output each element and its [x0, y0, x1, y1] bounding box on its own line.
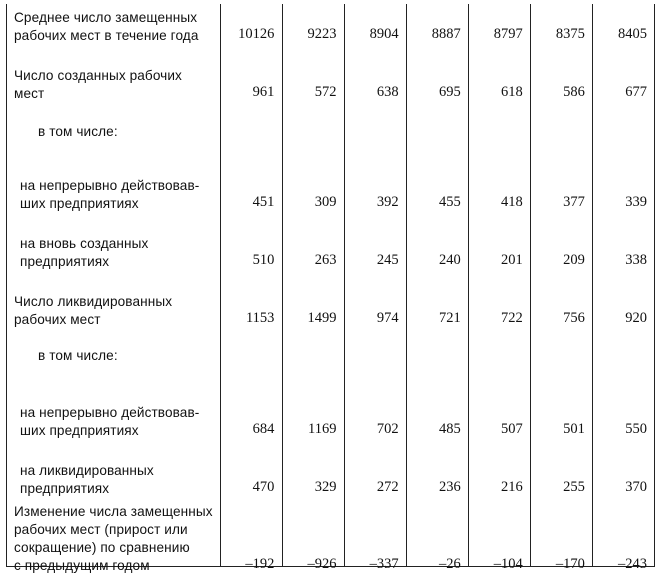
cell-value: –337: [369, 556, 399, 572]
cell-value: 920: [625, 310, 647, 326]
cell-value: 8797: [493, 26, 523, 42]
cell-value: 455: [438, 194, 461, 210]
cell-value: 8887: [431, 26, 461, 42]
table-row: [6, 498, 655, 575]
cell-value: 8405: [618, 26, 647, 42]
table-row: [6, 271, 655, 329]
cell-value: 485: [438, 421, 461, 437]
row-label: Среднее число замещенных рабочих мест в течение года: [14, 10, 199, 43]
cell-value: 507: [501, 421, 523, 437]
cell-value: 245: [376, 252, 399, 268]
cell-value: 702: [376, 421, 399, 437]
cell-value: 216: [501, 479, 523, 495]
cell-value: 572: [314, 84, 337, 100]
row-label: на вновь созданных предприятиях: [20, 236, 149, 269]
row-label: на непрерывно действовав- ших предприятиях: [20, 178, 200, 211]
cell-value: –26: [438, 556, 461, 572]
cell-value: 470: [252, 479, 275, 495]
row-label: на непрерывно действовав- ших предприятиях: [20, 405, 200, 438]
row-label: Изменение числа замещенных рабочих мест (прирост или сокращение) по сравнению с предыдущим годом: [14, 504, 213, 573]
cell-value: 339: [625, 194, 647, 210]
cell-value: 1153: [245, 310, 275, 326]
row-label: в том числе:: [38, 347, 118, 363]
cell-value: –104: [493, 556, 523, 572]
cell-value: 209: [563, 252, 585, 268]
cell-value: 236: [438, 479, 461, 495]
cell-value: 638: [376, 84, 399, 100]
row-label: Число ликвидированных рабочих мест: [14, 294, 173, 327]
cell-value: 418: [501, 194, 523, 210]
table-row: [6, 4, 655, 45]
cell-value: 392: [376, 194, 399, 210]
row-label: на ликвидированных предприятиях: [20, 463, 154, 496]
cell-value: 329: [314, 479, 337, 495]
cell-value: 10126: [238, 26, 275, 42]
table-row: [6, 161, 655, 213]
cell-value: –243: [618, 556, 647, 572]
cell-value: 8375: [555, 26, 585, 42]
cell-value: 377: [563, 194, 585, 210]
cell-value: 550: [625, 421, 647, 437]
cell-value: –926: [307, 556, 337, 572]
row-label: Число созданных рабочих мест: [14, 68, 182, 101]
table-row: [6, 440, 655, 498]
cell-value: 695: [438, 84, 461, 100]
cell-value: 618: [501, 84, 523, 100]
cell-value: 756: [563, 310, 585, 326]
cell-value: 240: [438, 252, 461, 268]
cell-value: –170: [555, 556, 585, 572]
table-row: [6, 213, 655, 271]
table-row: [6, 103, 655, 161]
cell-value: 370: [625, 479, 647, 495]
cell-value: 974: [376, 310, 399, 326]
cell-value: 9223: [307, 26, 337, 42]
cell-value: 201: [501, 252, 523, 268]
cell-value: 1169: [308, 421, 337, 437]
cell-value: 1499: [307, 310, 337, 326]
cell-value: 338: [625, 252, 647, 268]
table-row: [6, 329, 655, 382]
cell-value: 272: [376, 479, 399, 495]
cell-value: –192: [245, 556, 275, 572]
cell-value: 263: [314, 252, 337, 268]
row-label: в том числе:: [38, 124, 118, 139]
cell-value: 451: [252, 194, 275, 210]
cell-value: 961: [252, 84, 275, 100]
cell-value: 684: [252, 421, 275, 437]
jobs-table: [6, 4, 655, 575]
cell-value: 501: [563, 421, 585, 437]
cell-value: 677: [625, 84, 647, 100]
cell-value: 721: [438, 310, 461, 326]
cell-value: 8904: [369, 26, 399, 42]
cell-value: 722: [501, 310, 523, 326]
cell-value: 586: [563, 84, 585, 100]
cell-value: 510: [252, 252, 275, 268]
cell-value: 255: [563, 479, 585, 495]
cell-value: 309: [314, 194, 337, 210]
table-row: [6, 45, 655, 103]
table-row: [6, 382, 655, 440]
